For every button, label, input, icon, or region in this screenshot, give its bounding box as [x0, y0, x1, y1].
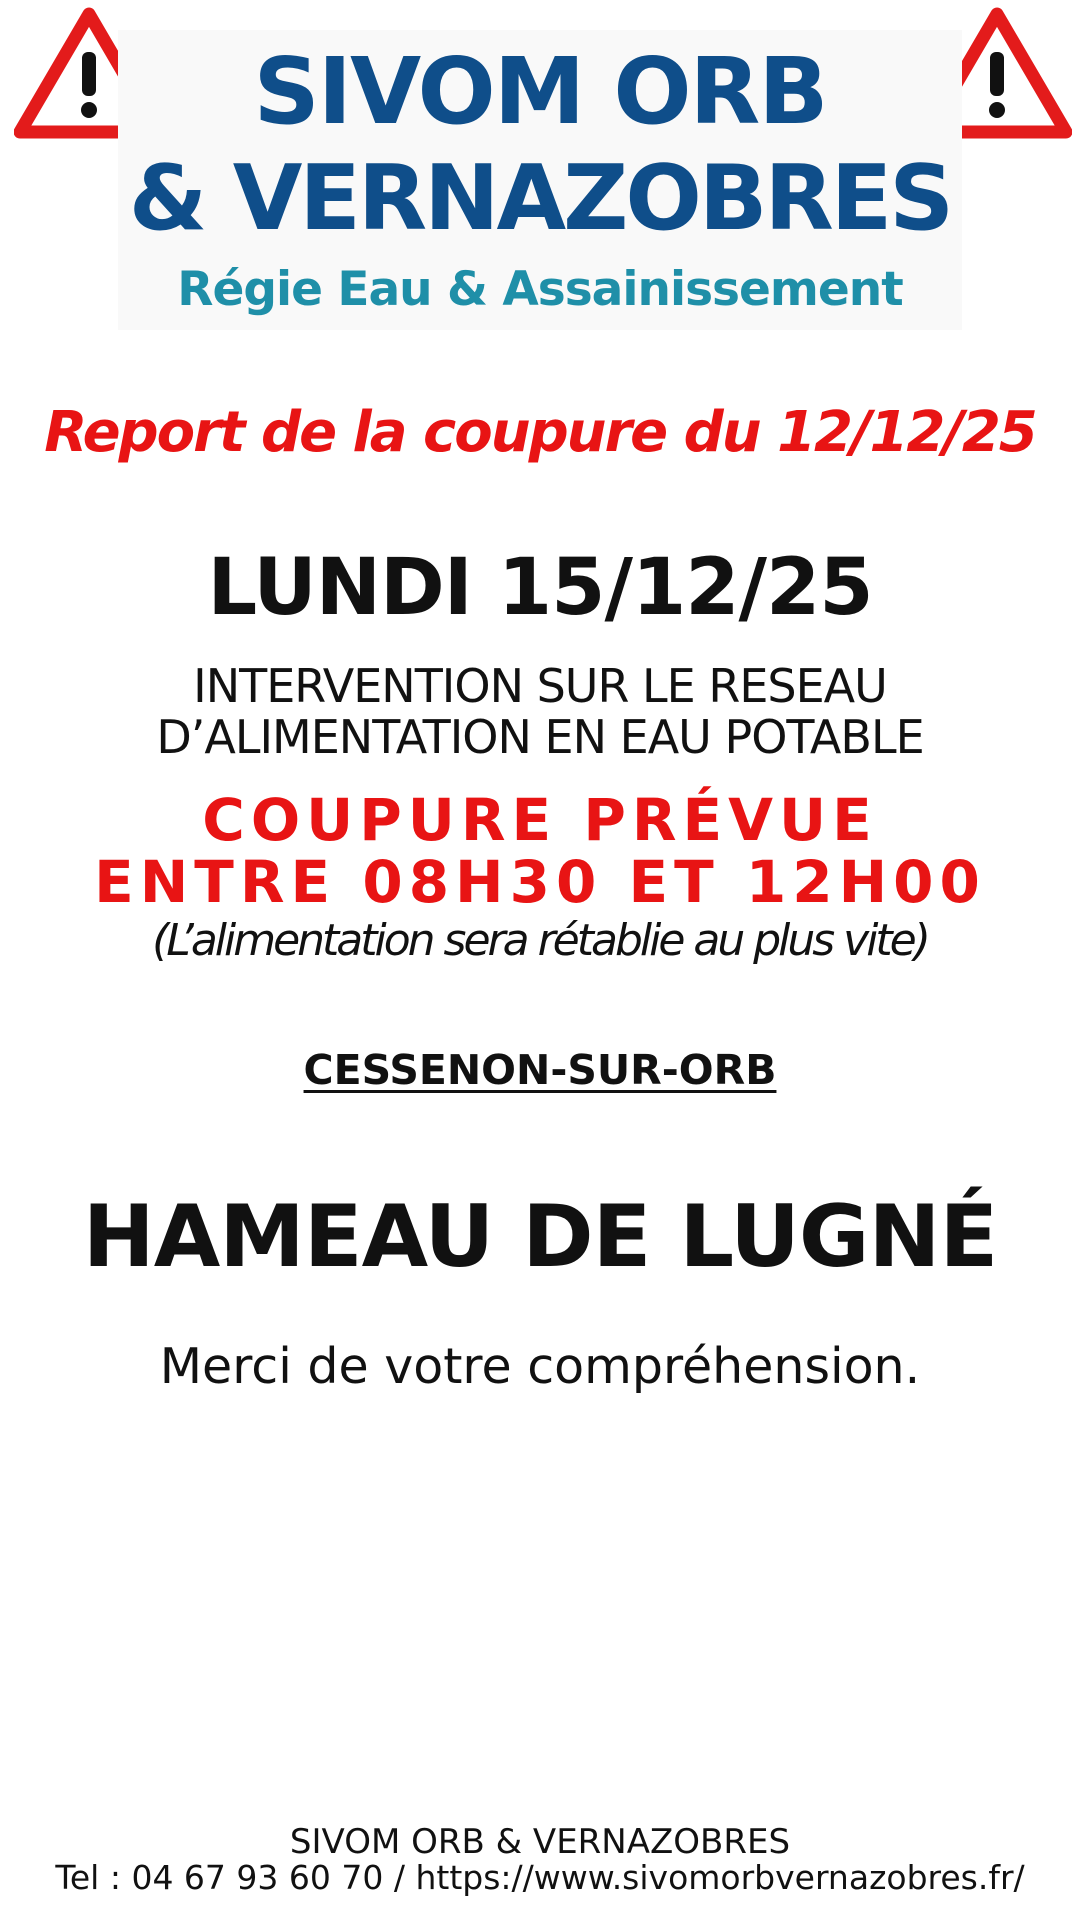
footer-organization: SIVOM ORB & VERNAZOBRES [289, 1822, 791, 1862]
intervention-date: LUNDI 15/12/25 [207, 543, 873, 633]
restore-note: (L’alimentation sera rétablie au plus vite) [152, 915, 928, 966]
thanks-message: Merci de votre compréhension. [159, 1338, 921, 1395]
commune-label: CESSENON-SUR-ORB [303, 1046, 777, 1094]
footer-contact: Tel : 04 67 93 60 70 / https://www.sivomorbvernazobres.fr/ [55, 1858, 1025, 1897]
location-name: HAMEAU DE LUGNÉ [82, 1187, 998, 1287]
brand-subtitle: Régie Eau & Assainissement [177, 262, 903, 317]
commune-name [0, 1045, 1080, 1095]
intervention-description-line-1: INTERVENTION SUR LE RESEAU [193, 659, 887, 713]
cut-time-range: ENTRE 08H30 ET 12H00 [94, 848, 986, 916]
intervention-description-line-2: D’ALIMENTATION EN EAU POTABLE [156, 710, 924, 764]
postponement-notice: Report de la coupure du 12/12/25 [44, 400, 1036, 465]
cut-heading: COUPURE PRÉVUE [202, 786, 878, 854]
brand-title-line-2: & VERNAZOBRES [128, 146, 952, 251]
brand-title-line-1: SIVOM ORB [253, 38, 827, 145]
